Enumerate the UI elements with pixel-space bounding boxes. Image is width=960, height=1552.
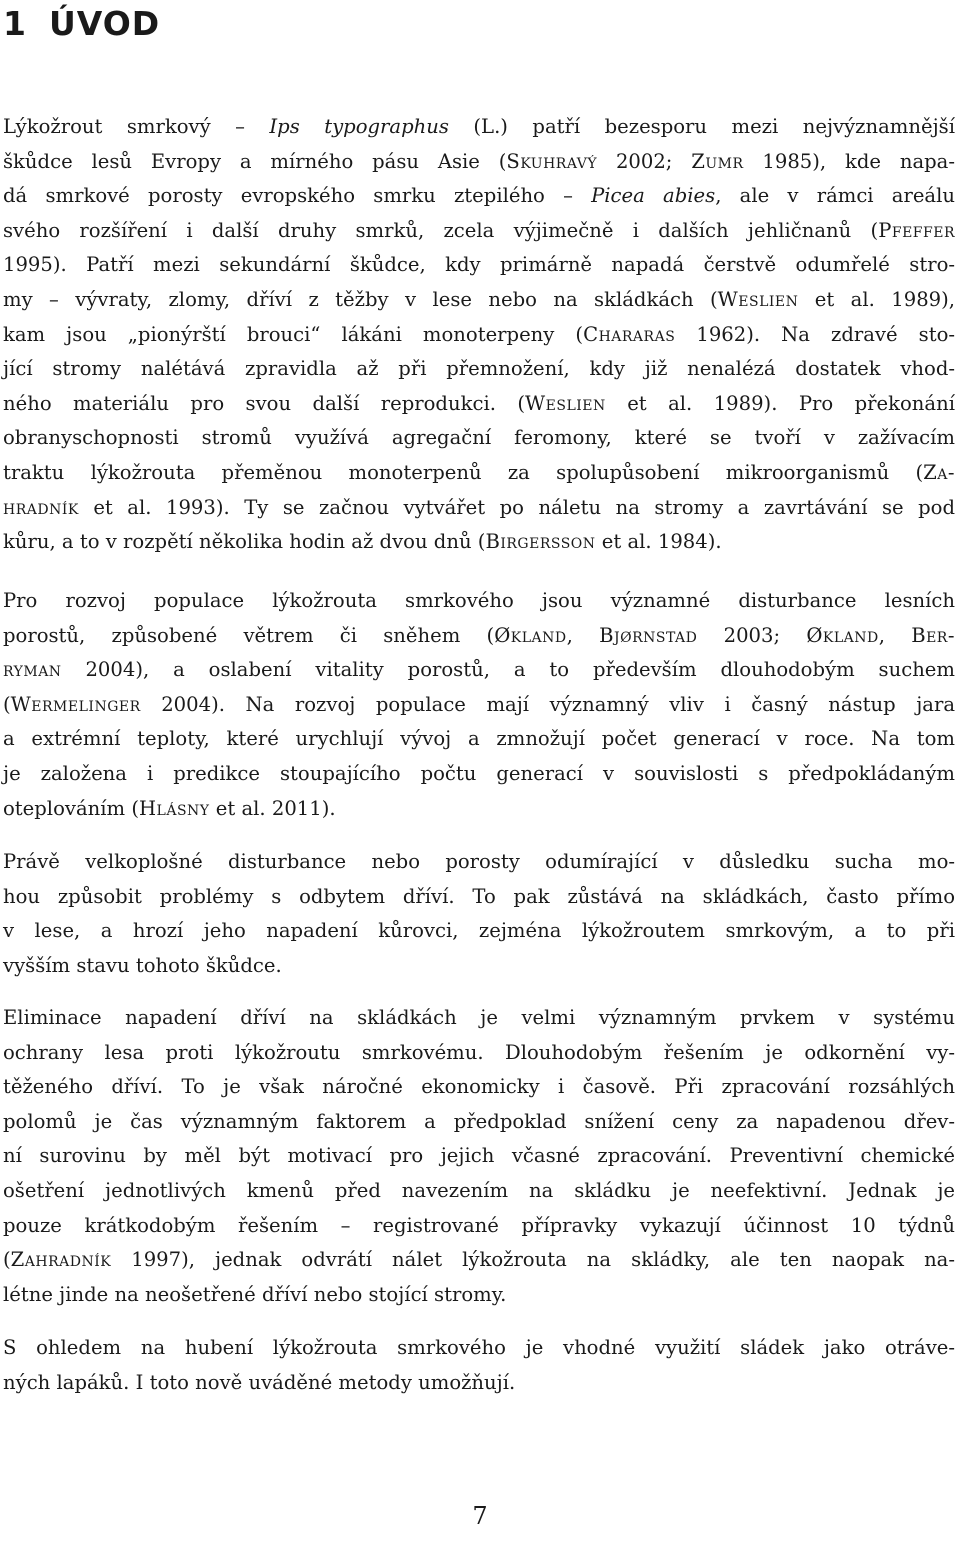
text-line: v lese, a hrozí jeho napadení kůrovci, zejména lýkožroutem smrkovým, a to při [3,919,955,943]
text-line: Lýkožrout smrkový – Ips typographus (L.) patří bezesporu mezi nejvýznamnější [3,115,955,138]
text-line: hou způsobit problémy s odbytem dříví. To pak zůstává na skládkách, často přímo [3,884,955,908]
text-line: polomů je čas významným faktorem a předpoklad snížení ceny za napadenou dřev- [3,1109,955,1133]
text-line: vyšším stavu tohoto škůdce. [3,953,282,977]
text-line: ochrany lesa proti lýkožroutu smrkovému. Dlouhodobým řešením je odkornění vy- [3,1040,955,1064]
text-line: my – vývraty, zlomy, dříví z těžby v lese nebo na skládkách (Weslien et al. 1989), [3,287,955,311]
section-number: 1 [3,4,27,43]
text-line: Eliminace napadení dříví na skládkách je velmi významným prvkem v systému [3,1006,955,1029]
section-heading [3,4,160,43]
paragraph-trap-logs [3,1331,955,1400]
text-line: ošetření jednotlivých kmenů před navezením na skládku je neefektivní. Jednak je [3,1178,955,1202]
text-line: ní surovinu by měl být motivací pro jejich včasné zpracování. Preventivní chemické [3,1144,955,1168]
text-line: ryman 2004), a oslabení vitality porostů, a to především dlouhodobým suchem [3,658,955,682]
paragraph-elimination [3,1001,955,1312]
text-line: 1995). Patří mezi sekundární škůdce, kdy primárně napadá čerstvě odumřelé stro- [3,253,955,277]
paragraph-population-development [3,584,955,826]
text-line: Pro rozvoj populace lýkožrouta smrkového jsou významné disturbance lesních [3,589,955,612]
text-line: S ohledem na hubení lýkožrouta smrkového je vhodné využití sládek jako otráve- [3,1336,955,1359]
text-line: svého rozšíření i další druhy smrků, zcela výjimečně i dalších jehličnanů (Pfeffer [3,218,955,242]
text-line: porostů, způsobené větrem či sněhem (Økland, Bjørnstad 2003; Økland, Ber- [3,623,955,647]
text-line: Právě velkoplošné disturbance nebo porosty odumírající v důsledku sucha mo- [3,850,955,873]
text-line: dá smrkové porosty evropského smrku ztepilého – Picea abies, ale v rámci areálu [3,184,955,208]
paragraph-introduction [3,110,955,560]
text-line: jící stromy nalétává zpravidla až při přemnožení, kdy již nenalézá dostatek vhod- [3,357,955,381]
text-line: ných lapáků. I toto nově uváděné metody umožňují. [3,1370,516,1394]
text-line: (Wermelinger 2004). Na rozvoj populace mají významný vliv i časný nástup jara [3,692,955,716]
text-line: škůdce lesů Evropy a mírného pásu Asie (Skuhravý 2002; Zumr 1985), kde napa- [3,149,955,173]
text-line: ného materiálu pro svou další reprodukci. (Weslien et al. 1989). Pro překonání [3,391,955,415]
section-title: ÚVOD [48,4,161,43]
text-line: (Zahradník 1997), jednak odvrátí nálet lýkožrouta na skládky, ale ten naopak na- [3,1248,955,1272]
text-line: je založena i predikce stoupajícího počtu generací v souvislosti s předpokládaným [3,761,955,785]
text-line: kůru, a to v rozpětí několika hodin až dvou dnů (Birgersson et al. 1984). [3,530,722,554]
text-line: traktu lýkožrouta přeměnou monoterpenů za spolupůsobení mikroorganismů (Za- [3,460,955,484]
text-line: pouze krátkodobým řešením – registrované přípravky vykazují účinnost 10 týdnů [3,1213,955,1237]
text-line: oteplováním (Hlásny et al. 2011). [3,796,336,820]
text-line: a extrémní teploty, které urychlují vývoj a zmnožují počet generací v roce. Na tom [3,727,955,751]
text-line: létne jinde na neošetřené dříví nebo stojící stromy. [3,1282,507,1306]
paragraph-timber-sales [3,845,955,983]
page-number: 7 [472,1502,488,1530]
text-line: obranyschopnosti stromů využívá agregační feromony, které se tvoří v zažívacím [3,426,955,450]
text-line: kam jsou „pionýrští brouci“ lákáni monoterpeny (Chararas 1962). Na zdravé sto- [3,322,955,346]
text-line: hradník et al. 1993). Ty se začnou vytvářet po náletu na stromy a zavrtávání se pod [3,495,955,519]
text-line: těženého dříví. To je však náročné ekonomicky i časově. Při zpracování rozsáhlých [3,1075,955,1099]
